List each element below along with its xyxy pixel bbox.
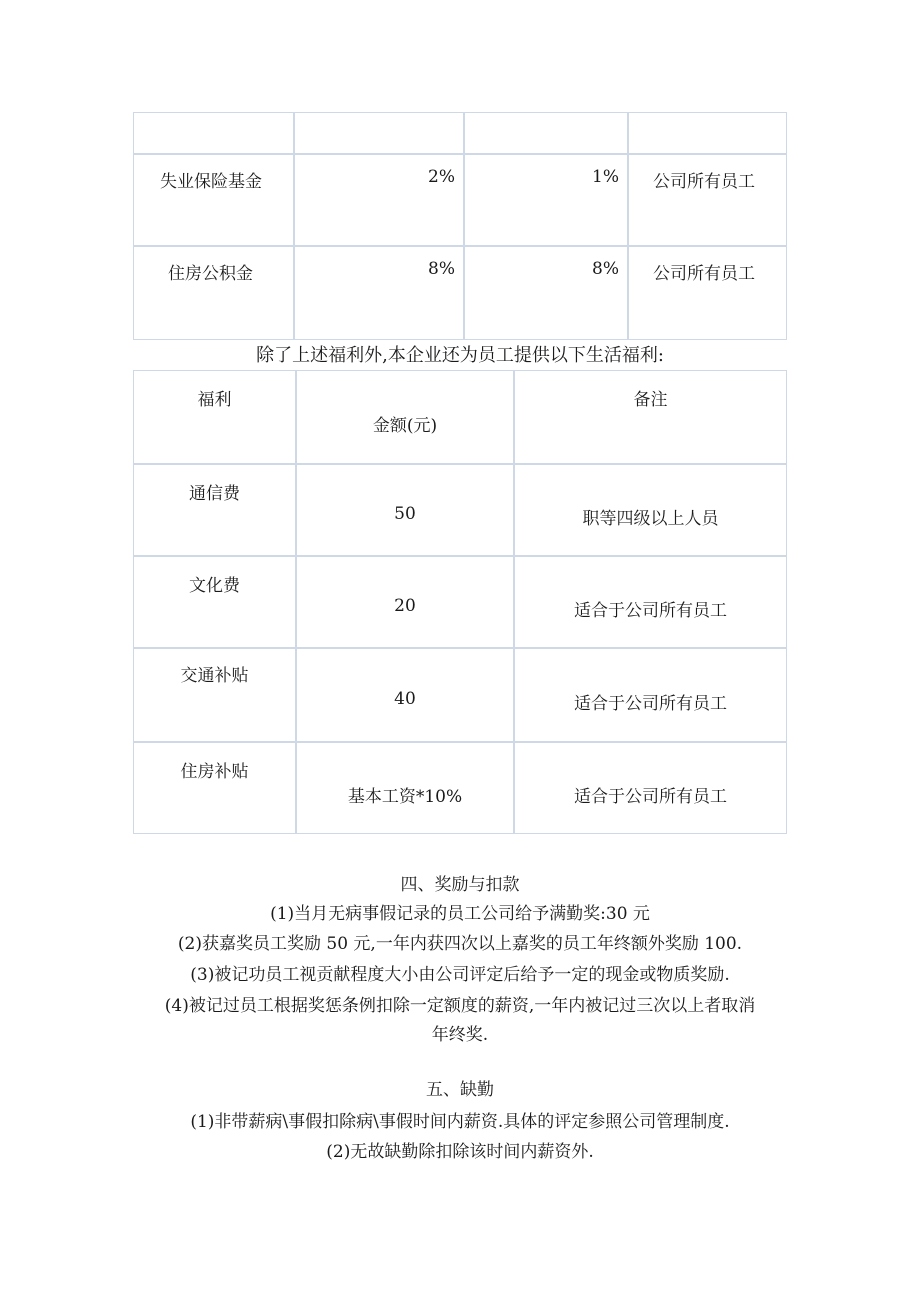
section4-item: (3)被记功员工视贡献程度大小由公司评定后给予一定的现金或物质奖励.: [190, 965, 730, 985]
table-cell: [296, 742, 514, 834]
welfare-name: 通信费: [189, 484, 240, 504]
personal-rate: 1%: [592, 167, 619, 187]
table-cell: [464, 112, 628, 154]
section4-item: 年终奖.: [431, 1025, 489, 1045]
welfare-amount: 基本工资*10%: [347, 787, 463, 807]
table-row: [133, 648, 296, 742]
header-amount: [296, 370, 514, 464]
header-note-label: 备注: [633, 390, 668, 410]
company-rate: 2%: [428, 167, 455, 187]
header-welfare: [133, 370, 296, 464]
table-row: [133, 246, 294, 340]
table-cell: [514, 648, 787, 742]
section4-title: 四、奖励与扣款: [400, 875, 520, 895]
table-cell: [294, 112, 464, 154]
section4-item: (2)获嘉奖员工奖励 50 元,一年内获四次以上嘉奖的员工年终额外奖励 100.: [177, 934, 743, 954]
header-welfare-label: 福利: [197, 390, 232, 410]
table-cell: [628, 154, 787, 246]
welfare-note: 适合于公司所有员工: [574, 787, 727, 807]
section5-title: 五、缺勤: [426, 1080, 494, 1100]
insurance-name: 住房公积金: [168, 264, 253, 284]
table-row: [133, 556, 296, 648]
personal-rate: 8%: [592, 259, 619, 279]
section5-item: (1)非带薪病\事假扣除病\事假时间内薪资.具体的评定参照公司管理制度.: [190, 1112, 730, 1132]
section4-item: (1)当月无病事假记录的员工公司给予满勤奖:30 元: [270, 904, 650, 924]
table-cell: [514, 556, 787, 648]
header-note: [514, 370, 787, 464]
welfare-name: 住房补贴: [180, 762, 249, 782]
table-cell: [133, 112, 294, 154]
table-row: [133, 464, 296, 556]
section5-item: (2)无故缺勤除扣除该时间内薪资外.: [326, 1142, 594, 1162]
welfare-note: 职等四级以上人员: [582, 509, 719, 529]
welfare-name: 文化费: [189, 576, 240, 596]
header-amount-label: 金额(元): [372, 416, 438, 436]
table-cell: [628, 112, 787, 154]
welfare-amount: 50: [394, 504, 416, 524]
welfare-note: 适合于公司所有员工: [574, 601, 727, 621]
table-cell: [514, 742, 787, 834]
table-cell: [514, 464, 787, 556]
welfare-name: 交通补贴: [180, 666, 249, 686]
welfare-amount: 40: [394, 689, 416, 709]
insurance-name: 失业保险基金: [160, 172, 262, 192]
table-cell: [464, 246, 628, 340]
welfare-amount: 20: [394, 596, 416, 616]
scope: 公司所有员工: [653, 172, 755, 192]
table-cell: [296, 648, 514, 742]
table-row: [133, 742, 296, 834]
section4-item: (4)被记过员工根据奖惩条例扣除一定额度的薪资,一年内被记过三次以上者取消: [164, 996, 756, 1016]
table-cell: [296, 556, 514, 648]
scope: 公司所有员工: [653, 264, 755, 284]
table-cell: [294, 154, 464, 246]
table-row: [133, 154, 294, 246]
table-cell: [464, 154, 628, 246]
welfare-note: 适合于公司所有员工: [574, 694, 727, 714]
table-cell: [628, 246, 787, 340]
intro-text: 除了上述福利外,本企业还为员工提供以下生活福利:: [256, 345, 664, 366]
table-cell: [294, 246, 464, 340]
table-cell: [296, 464, 514, 556]
company-rate: 8%: [428, 259, 455, 279]
